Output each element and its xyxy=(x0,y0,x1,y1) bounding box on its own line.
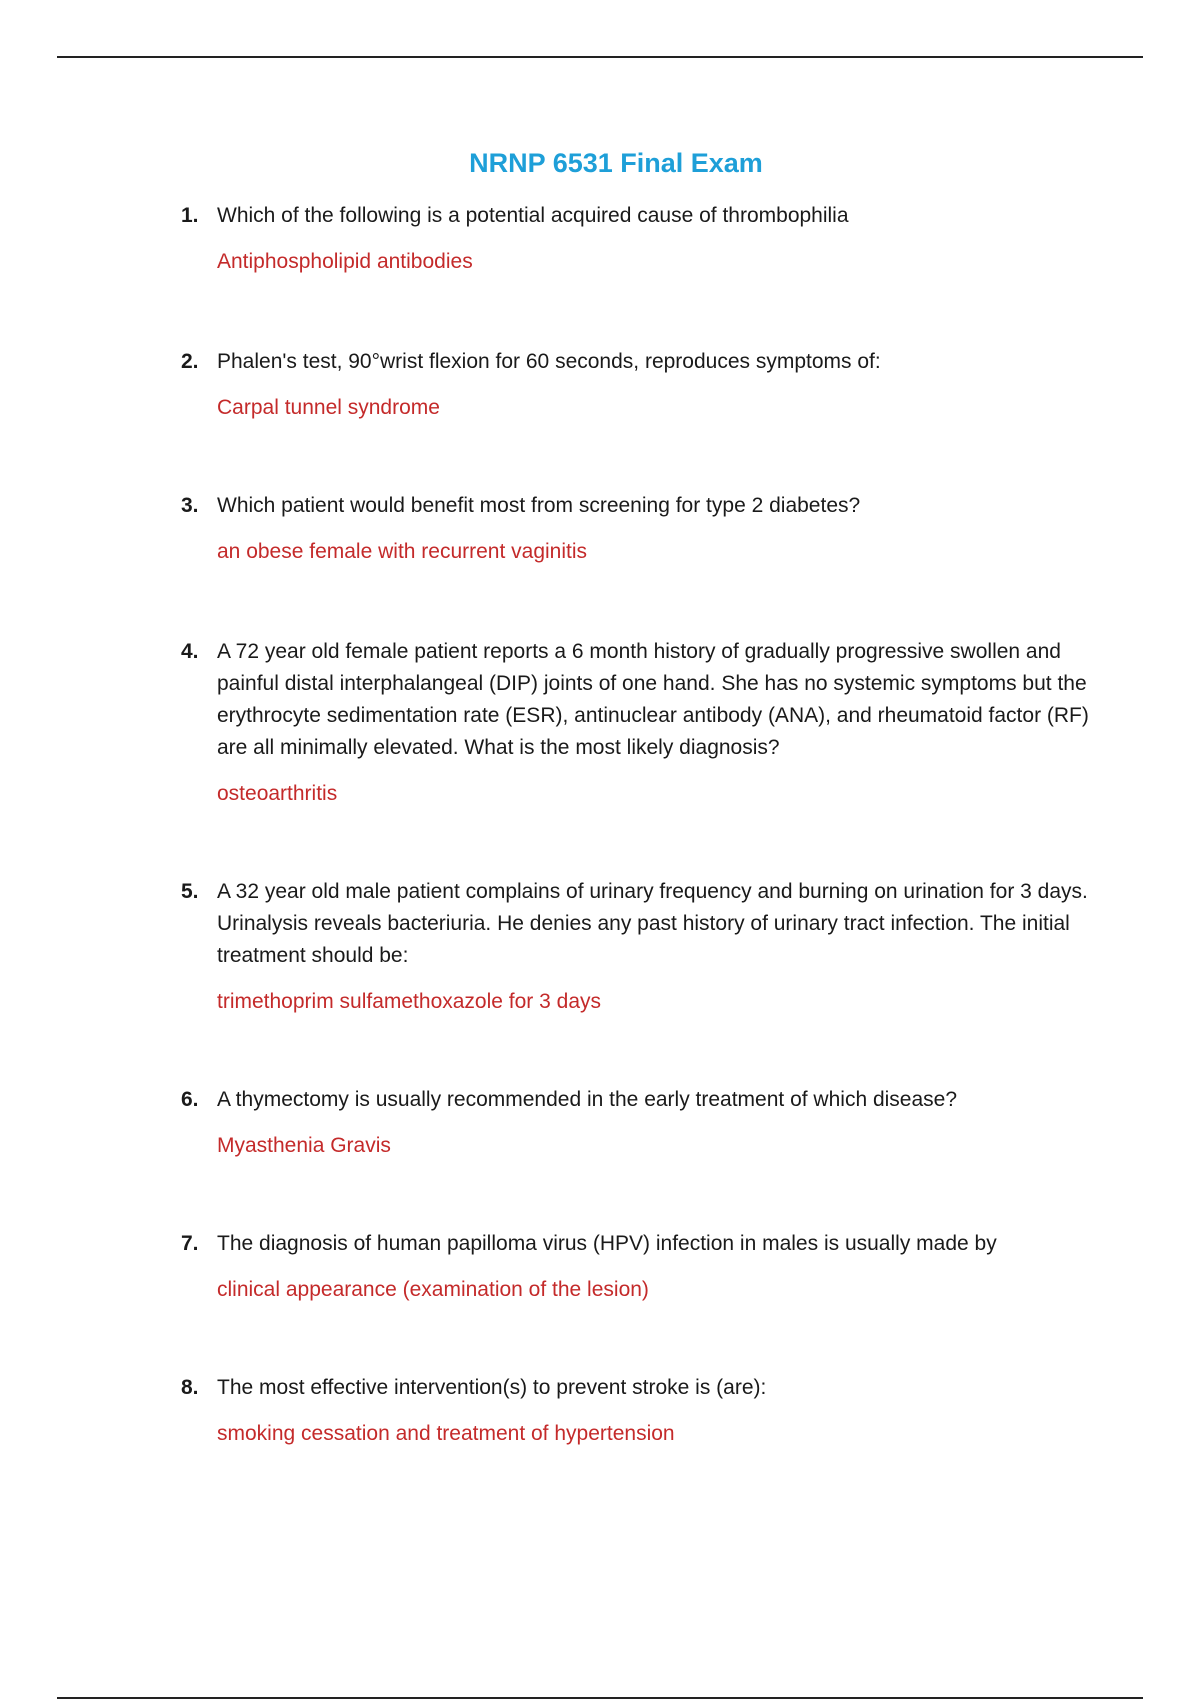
question-text: Phalen's test, 90°wrist flexion for 60 seconds, reproduces symptoms of: xyxy=(217,350,881,373)
bottom-rule xyxy=(57,1697,1143,1699)
question-number: 7. xyxy=(181,1232,199,1255)
answer-text: an obese female with recurrent vaginitis xyxy=(217,540,588,563)
question-text: Which patient would benefit most from screening for type 2 diabetes? xyxy=(217,494,861,517)
question-3 xyxy=(181,490,1101,568)
answer-text: smoking cessation and treatment of hypertension xyxy=(217,1422,675,1445)
answer-text: clinical appearance (examination of the lesion) xyxy=(217,1278,649,1301)
answer-text: Carpal tunnel syndrome xyxy=(217,396,440,419)
question-number: 6. xyxy=(181,1088,199,1111)
question-8 xyxy=(181,1372,1101,1450)
top-rule xyxy=(57,56,1143,58)
question-4 xyxy=(181,636,1101,810)
question-text: The most effective intervention(s) to prevent stroke is (are): xyxy=(217,1376,767,1399)
question-text: The diagnosis of human papilloma virus (HPV) infection in males is usually made by xyxy=(217,1232,997,1255)
question-5 xyxy=(181,876,1101,1018)
question-number: 2. xyxy=(181,350,199,373)
answer-text: trimethoprim sulfamethoxazole for 3 days xyxy=(217,990,601,1013)
question-number: 4. xyxy=(181,640,199,663)
question-text: Which of the following is a potential acquired cause of thrombophilia xyxy=(217,204,849,227)
page-title: NRNP 6531 Final Exam xyxy=(469,148,763,178)
question-number: 3. xyxy=(181,494,199,517)
question-1 xyxy=(181,200,1101,278)
answer-text: osteoarthritis xyxy=(217,782,338,805)
question-7 xyxy=(181,1228,1101,1306)
question-text: A thymectomy is usually recommended in the early treatment of which disease? xyxy=(217,1088,958,1111)
answer-text: Antiphospholipid antibodies xyxy=(217,250,473,273)
question-number: 1. xyxy=(181,204,199,227)
question-6 xyxy=(181,1084,1101,1162)
question-number: 5. xyxy=(181,880,199,903)
question-text: A 72 year old female patient reports a 6 month history of gradually progressive swollen and painful distal interphalangeal (DIP) joints of one hand. She has no systemic symptoms but the erythrocyte sedimentation rate (ESR), antinuclear antibody (ANA), and rheumatoid factor (RF) are all minimally elevated. What is the most likely diagnosis? xyxy=(217,640,1089,759)
question-text: A 32 year old male patient complains of urinary frequency and burning on urination for 3 days. Urinalysis reveals bacteriuria. He denies any past history of urinary tract infection. The initial treatment should be: xyxy=(217,880,1088,967)
question-2 xyxy=(181,346,1101,424)
answer-text: Myasthenia Gravis xyxy=(217,1134,391,1157)
question-number: 8. xyxy=(181,1376,199,1399)
